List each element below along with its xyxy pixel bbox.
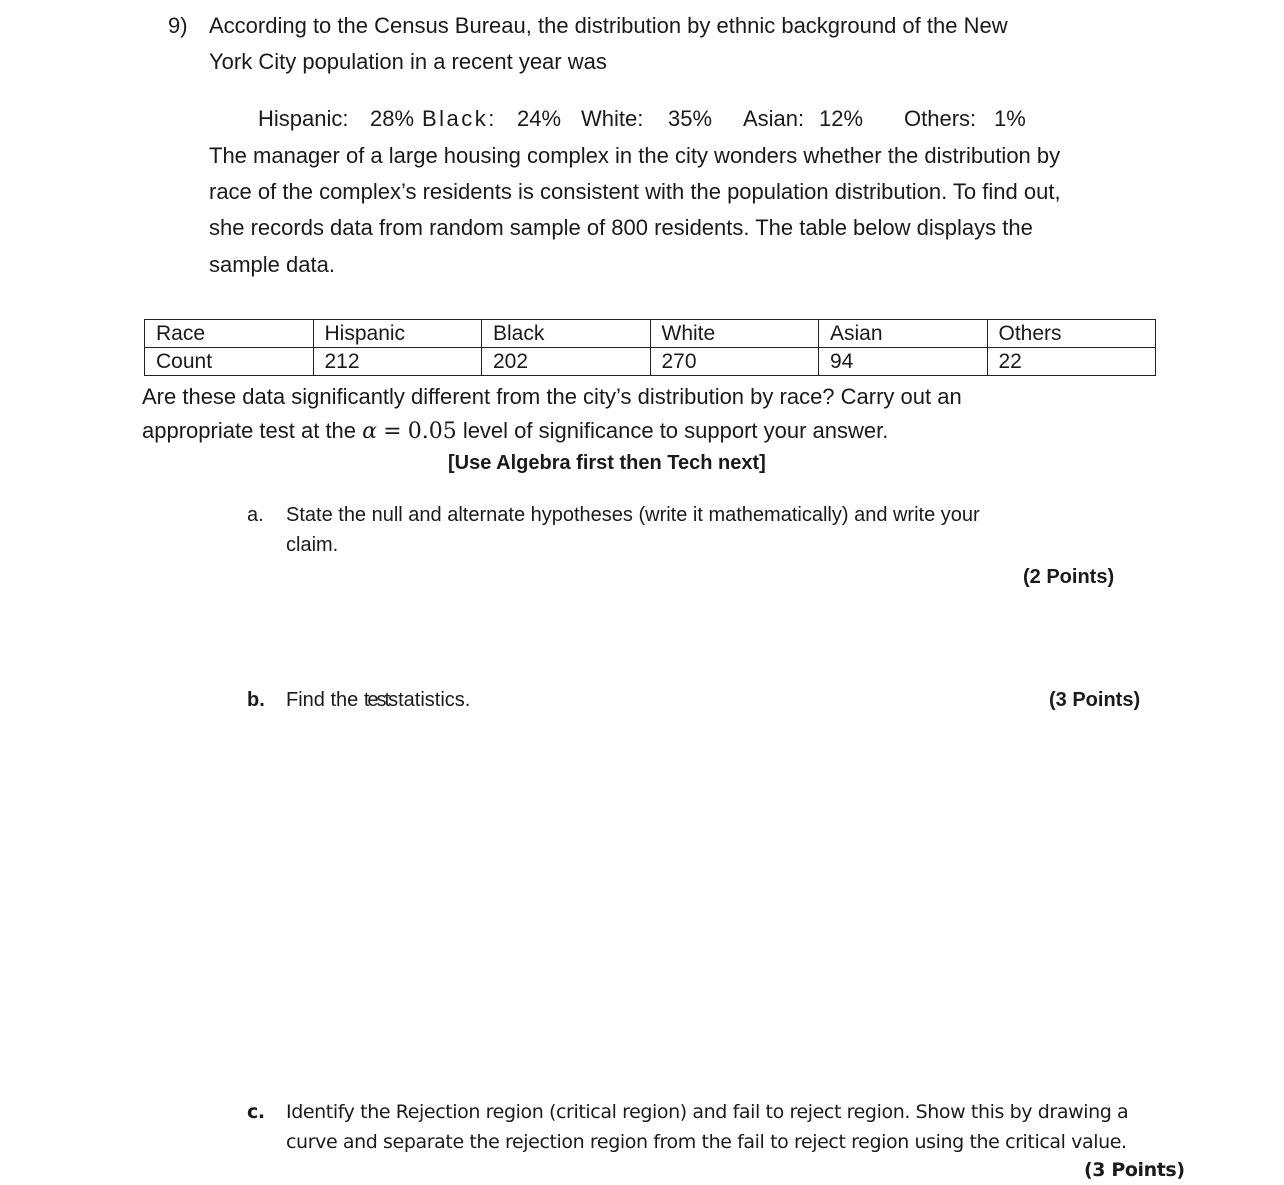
dist-value-asian: 12%	[819, 106, 864, 131]
part-b-text-test: test	[363, 689, 389, 711]
sample-data-table	[144, 319, 1156, 376]
part-b-marker: b.	[247, 689, 265, 711]
part-c-line-1: Identify the Rejection region (critical region) and fail to reject region. Show this by drawing a	[286, 1101, 1129, 1123]
part-b-text-start: Find the	[286, 689, 359, 711]
part-a-line-2: claim.	[286, 534, 339, 556]
part-b-text	[286, 685, 470, 715]
table-cell: White	[650, 320, 819, 348]
part-b-text-end: statistics.	[388, 689, 471, 711]
table-cell: Asian	[819, 320, 988, 348]
prompt-line-1: Are these data significantly different from the city’s distribution by race? Carry out an	[142, 384, 962, 409]
table-header-row	[145, 320, 1156, 348]
table-cell: Black	[482, 320, 651, 348]
part-a-points: (2 Points)	[1023, 566, 1115, 588]
table-cell: Hispanic	[313, 320, 482, 348]
alpha-value: 0.05	[407, 419, 457, 444]
table-cell: 270	[650, 348, 819, 376]
intro-line-2: York City population in a recent year was	[209, 49, 607, 74]
part-c-line-2: curve and separate the rejection region from the fail to reject region using the critical value.	[286, 1131, 1127, 1153]
table-cell: 212	[313, 348, 482, 376]
part-a-line-1: State the null and alternate hypotheses (write it mathematically) and write your	[286, 504, 980, 526]
dist-label-white: White:	[581, 106, 644, 131]
alpha-symbol: α	[362, 419, 378, 444]
prompt-line-2-end: level of significance to support your answer.	[462, 418, 889, 443]
dist-value-white: 35%	[668, 106, 713, 131]
intro-line-1: According to the Census Bureau, the distribution by ethnic background of the New	[209, 13, 1008, 38]
dist-label-black: Black:	[422, 106, 497, 131]
table-row	[145, 348, 1156, 376]
dist-value-others: 1%	[994, 106, 1026, 131]
part-c-points: (3 Points)	[1084, 1159, 1185, 1181]
dist-label-others: Others:	[904, 106, 977, 131]
instruction: [Use Algebra first then Tech next]	[448, 452, 766, 474]
table-cell: Count	[145, 348, 314, 376]
dist-value-black: 24%	[517, 106, 562, 131]
part-a-marker: a.	[247, 504, 264, 526]
body-line-4: sample data.	[209, 252, 335, 277]
part-b-points: (3 Points)	[1049, 689, 1141, 711]
prompt-line-2-start: appropriate test at the	[142, 418, 357, 443]
table-cell: 94	[819, 348, 988, 376]
body-line-1: The manager of a large housing complex in the city wonders whether the distribution by	[209, 143, 1061, 168]
part-c-marker: c.	[247, 1101, 265, 1123]
table-cell: 202	[482, 348, 651, 376]
question-number: 9)	[168, 13, 188, 38]
prompt-line-2	[142, 413, 888, 450]
table-cell: Race	[145, 320, 314, 348]
body-line-3: she records data from random sample of 800 residents. The table below displays the	[209, 215, 1033, 240]
equals-sign: =	[383, 419, 402, 444]
dist-label-hispanic: Hispanic:	[258, 106, 349, 131]
dist-label-asian: Asian:	[743, 106, 805, 131]
dist-value-hispanic: 28%	[370, 106, 415, 131]
table-cell: 22	[987, 348, 1156, 376]
table-cell: Others	[987, 320, 1156, 348]
body-line-2: race of the complex’s residents is consistent with the population distribution. To find out,	[209, 179, 1061, 204]
